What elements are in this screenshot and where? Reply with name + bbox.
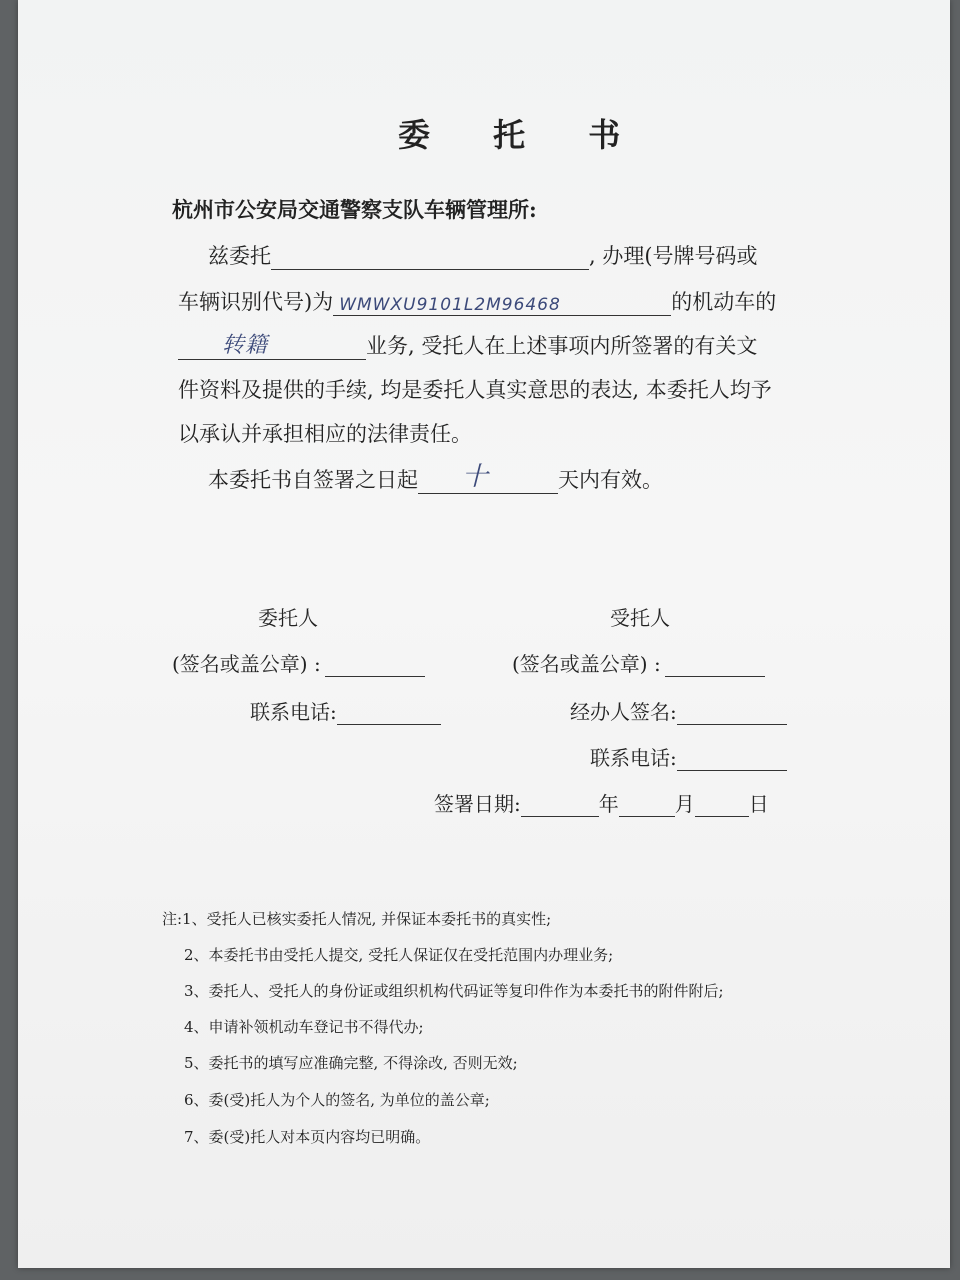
vehicle-text: 的机动车的 (671, 290, 777, 314)
validity-days-handwritten: 十 (462, 462, 490, 492)
sign-date-row (434, 788, 769, 817)
body-line-4: 件资料及提供的手续, 均是委托人真实意思的表达, 本委托人均予 (178, 378, 772, 402)
year-blank (521, 792, 599, 817)
note-6: 6、委(受)托人为个人的签名, 为单位的盖公章; (184, 1091, 490, 1109)
agent-phone-row (590, 742, 787, 771)
entrust-text: 兹委托 (208, 244, 271, 268)
principal-label: 委托人 (258, 606, 318, 630)
body-line-5: 以承认并承担相应的法律责任。 (178, 422, 472, 446)
body-line-2 (178, 286, 776, 316)
business-blank (178, 335, 366, 360)
agent-phone-blank (677, 746, 787, 771)
note-2: 2、本委托书由受托人提交, 受托人保证仅在受托范围内办理业务; (184, 946, 614, 964)
agent-sign-blank (665, 652, 765, 677)
document-page (18, 0, 950, 1268)
trustee-name-blank (271, 245, 589, 270)
principal-sign-blank (325, 652, 425, 677)
principal-phone-label: 联系电话: (250, 700, 337, 724)
validity-line (208, 464, 663, 494)
note-4: 4、申请补领机动车登记书不得代办; (184, 1018, 424, 1036)
body-line-3 (178, 330, 757, 360)
principal-phone-blank (337, 700, 441, 725)
validity-end: 天内有效。 (558, 468, 663, 492)
month-label: 月 (674, 792, 695, 816)
sign-date-label: 签署日期: (434, 792, 521, 816)
body-line-1 (208, 240, 758, 270)
principal-sign-label: (签名或盖公章) : (172, 652, 321, 676)
handler-sign-label: 经办人签名: (570, 700, 677, 724)
vin-blank (333, 291, 671, 316)
business-handwritten: 转籍 (222, 333, 269, 358)
note-5: 5、委托书的填写应准确完整, 不得涂改, 否则无效; (184, 1054, 518, 1072)
note-1: 注:1、受托人已核实委托人情况, 并保证本委托书的真实性; (162, 910, 552, 928)
handle-text: , 办理(号牌号码或 (589, 244, 758, 268)
agent-phone-label: 联系电话: (590, 746, 677, 770)
validity-blank (418, 462, 558, 494)
principal-phone-row (250, 696, 441, 725)
year-label: 年 (598, 792, 619, 816)
agent-sign-label: (签名或盖公章) : (512, 652, 661, 676)
agent-label: 受托人 (610, 606, 670, 630)
vin-handwritten: WMWXU9101L2M96468 (339, 295, 561, 315)
vin-label: 车辆识别代号)为 (178, 290, 334, 314)
day-label: 日 (748, 792, 769, 816)
handler-sign-row (570, 696, 787, 725)
agent-sign-row (512, 648, 765, 677)
validity-start: 本委托书自签署之日起 (208, 468, 418, 492)
day-blank (695, 792, 749, 817)
business-text: 业务, 受托人在上述事项内所签署的有关文 (366, 334, 758, 358)
addressee: 杭州市公安局交通警察支队车辆管理所: (172, 197, 537, 222)
month-blank (619, 792, 675, 817)
principal-sign-row (172, 648, 425, 677)
handler-sign-blank (677, 700, 787, 725)
note-7: 7、委(受)托人对本页内容均已明确。 (184, 1128, 431, 1146)
note-3: 3、委托人、受托人的身份证或组织机构代码证等复印件作为本委托书的附件附后; (184, 982, 724, 1000)
document-title: 委 托 书 (398, 116, 647, 154)
